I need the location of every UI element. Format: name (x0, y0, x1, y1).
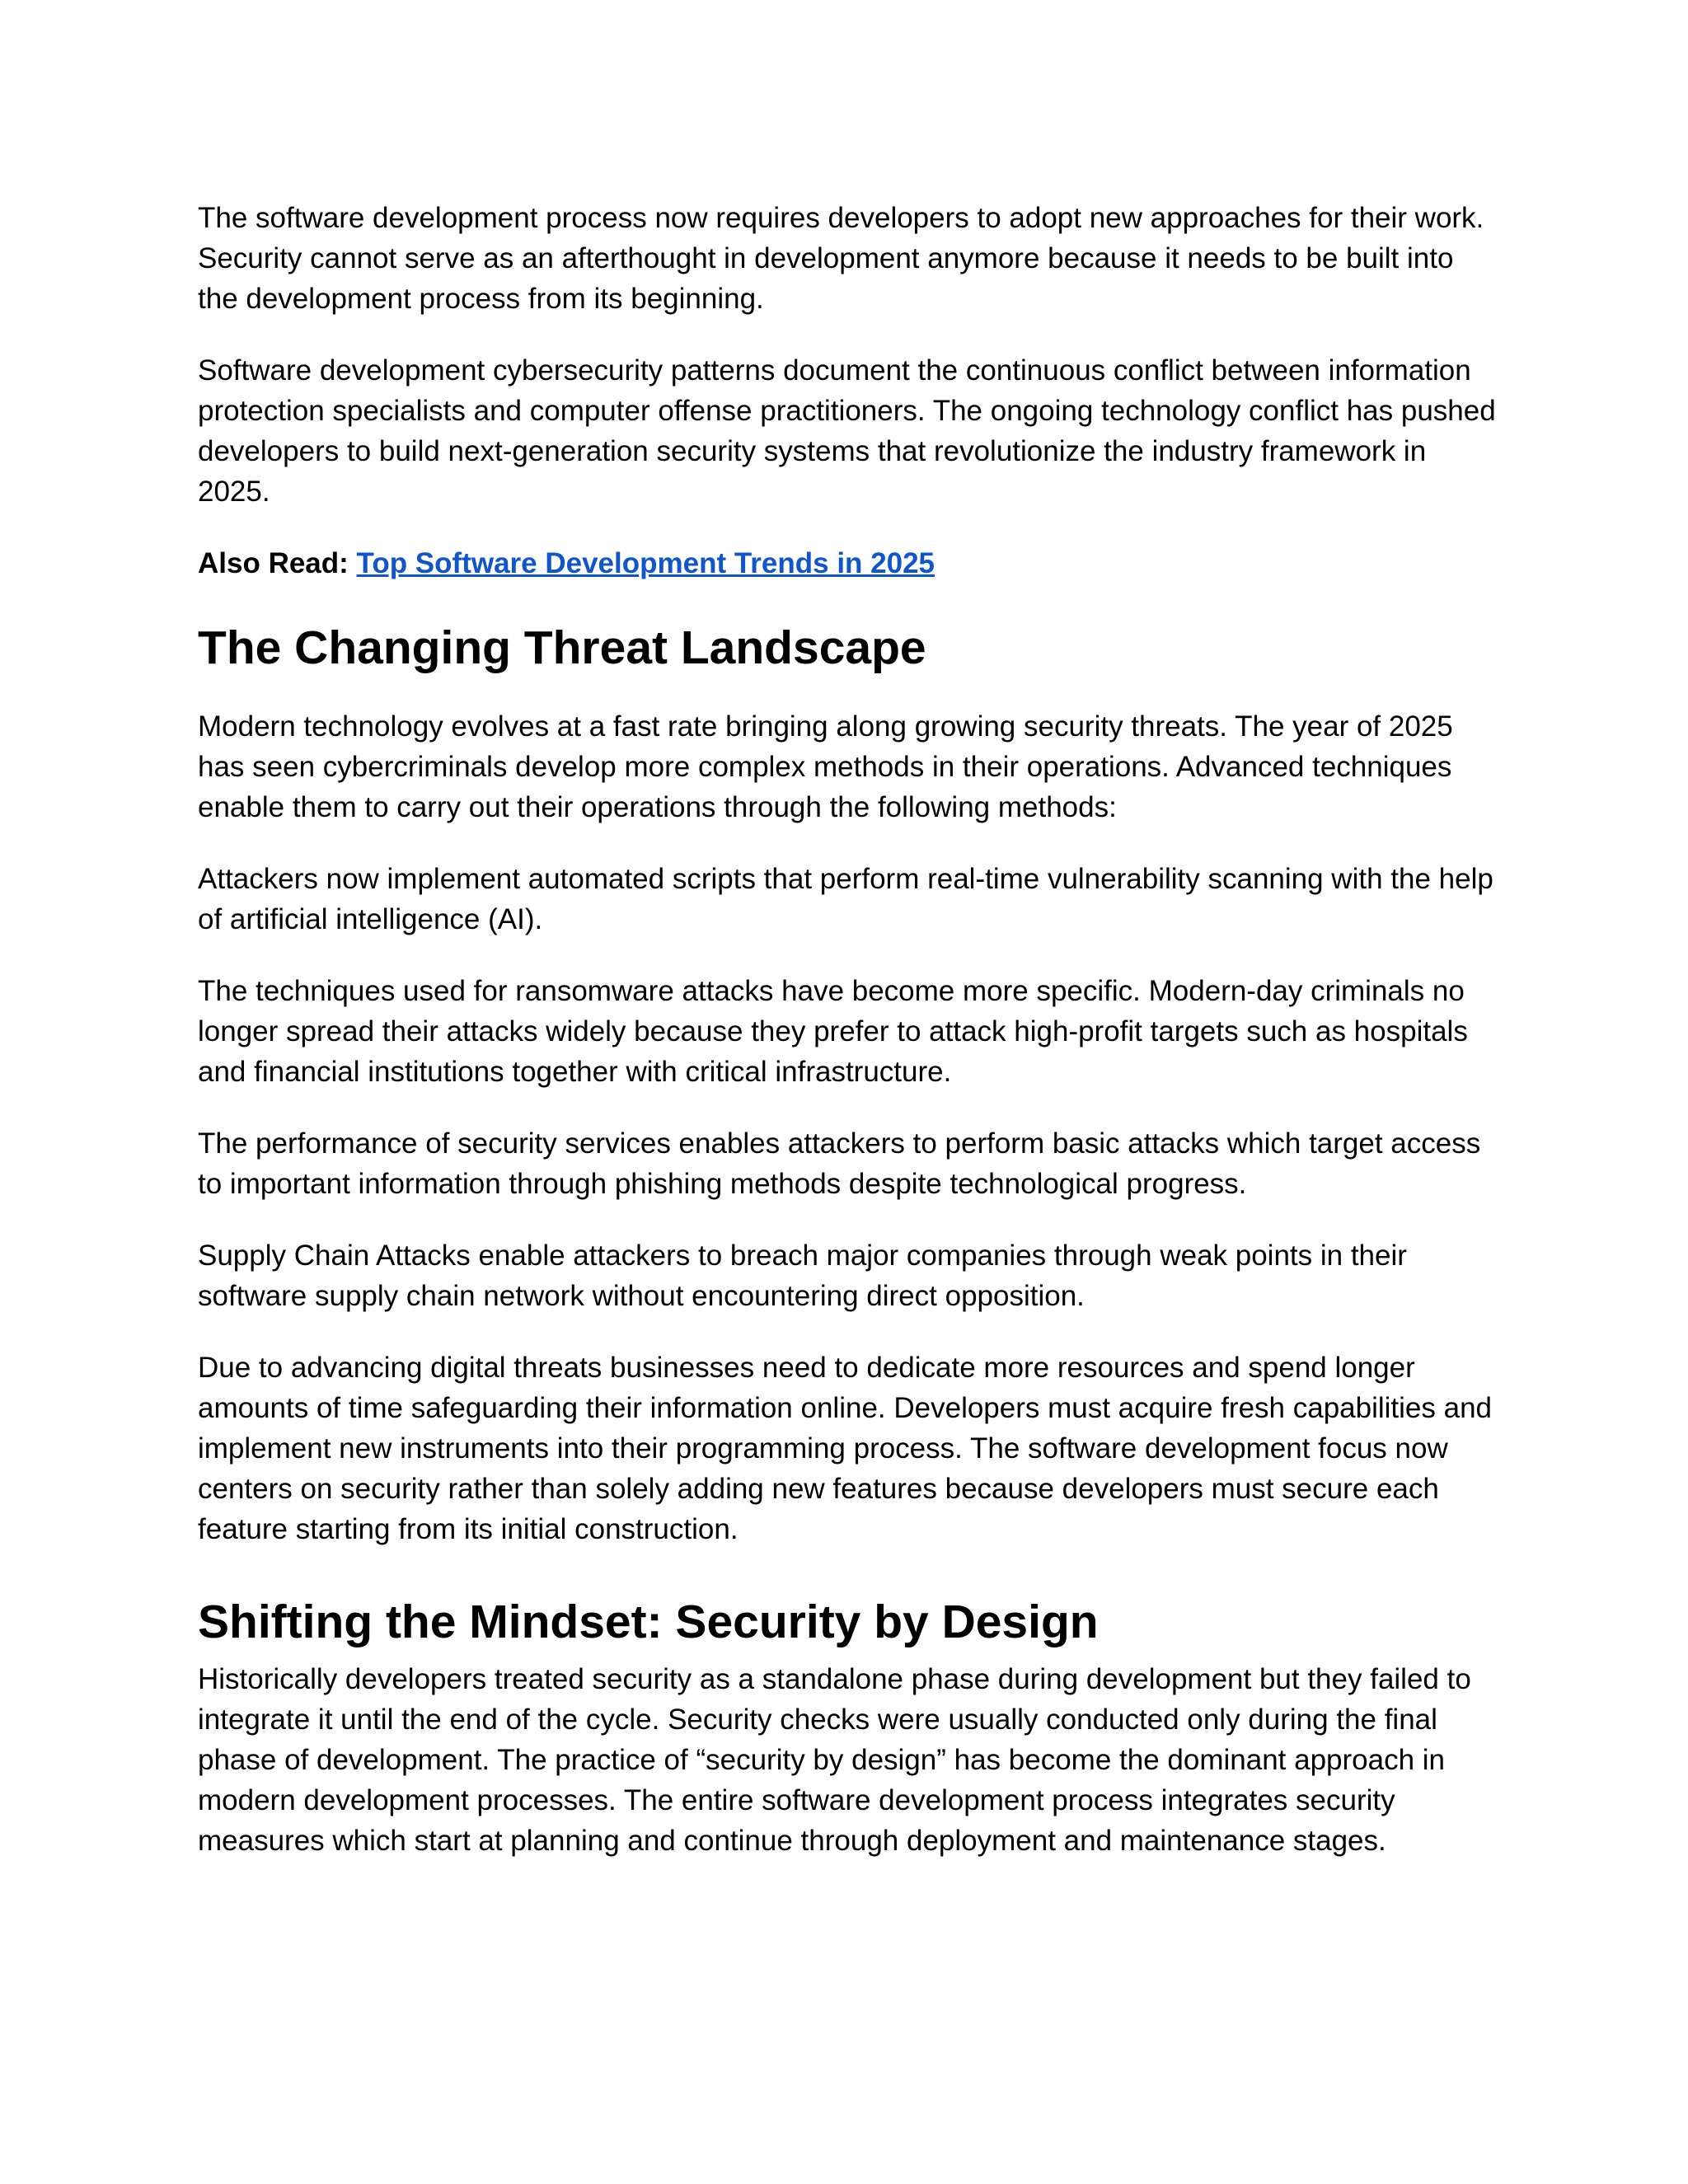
intro-paragraph: The software development process now requires developers to adopt new approaches for their work. Security cannot serve as an afterthought in development anymore because it needs to be built into the development process from its beginning. (198, 202, 1484, 315)
intro-paragraph: Software development cybersecurity patterns document the continuous conflict between information protection specialists and computer offense practitioners. The ongoing technology conflict has pushed developers to build next-generation security systems that revolutionize the industry framework in 2025. (198, 354, 1496, 508)
body-paragraph: The performance of security services enables attackers to perform basic attacks which target access to important information through phishing methods despite technological progress. (198, 1127, 1481, 1200)
body-paragraph: The techniques used for ransomware attacks have become more specific. Modern-day criminals no longer spread their attacks widely because they prefer to attack high-profit targets such as hospitals and financial institutions together with critical infrastructure. (198, 975, 1468, 1088)
body-paragraph: Historically developers treated security as a standalone phase during development but they failed to integrate it until the end of the cycle. Security checks were usually conducted only during the final phase of development. The practice of “security by design” has become the dominant approach in modern development processes. The entire software development process integrates security measures which start at planning and continue through deployment and maintenance stages. (198, 1663, 1471, 1857)
body-paragraph: Supply Chain Attacks enable attackers to breach major companies through weak points in their software supply chain network without encountering direct opposition. (198, 1240, 1407, 1312)
body-paragraph: Modern technology evolves at a fast rate bringing along growing security threats. The year of 2025 has seen cybercriminals develop more complex methods in their operations. Advanced techniques enable them to carry out their operations through the following methods: (198, 710, 1453, 823)
section-heading-security-by-design: Shifting the Mindset: Security by Design (198, 1596, 1099, 1648)
body-paragraph: Attackers now implement automated scripts that perform real-time vulnerability scanning with the help of artificial intelligence (AI). (198, 863, 1493, 935)
also-read-line (198, 543, 1500, 583)
body-paragraph: Due to advancing digital threats businesses need to dedicate more resources and spend longer amounts of time safeguarding their information online. Developers must acquire fresh capabilities and implement new instruments into their programming process. The software development focus now centers on security rather than solely adding new features because developers must secure each feature starting from its initial construction. (198, 1352, 1493, 1545)
also-read-label: Also Read: (198, 547, 349, 579)
also-read-link[interactable]: Top Software Development Trends in 2025 (356, 547, 935, 579)
document-page (198, 198, 1500, 1892)
section-heading-threat-landscape: The Changing Threat Landscape (198, 621, 926, 674)
